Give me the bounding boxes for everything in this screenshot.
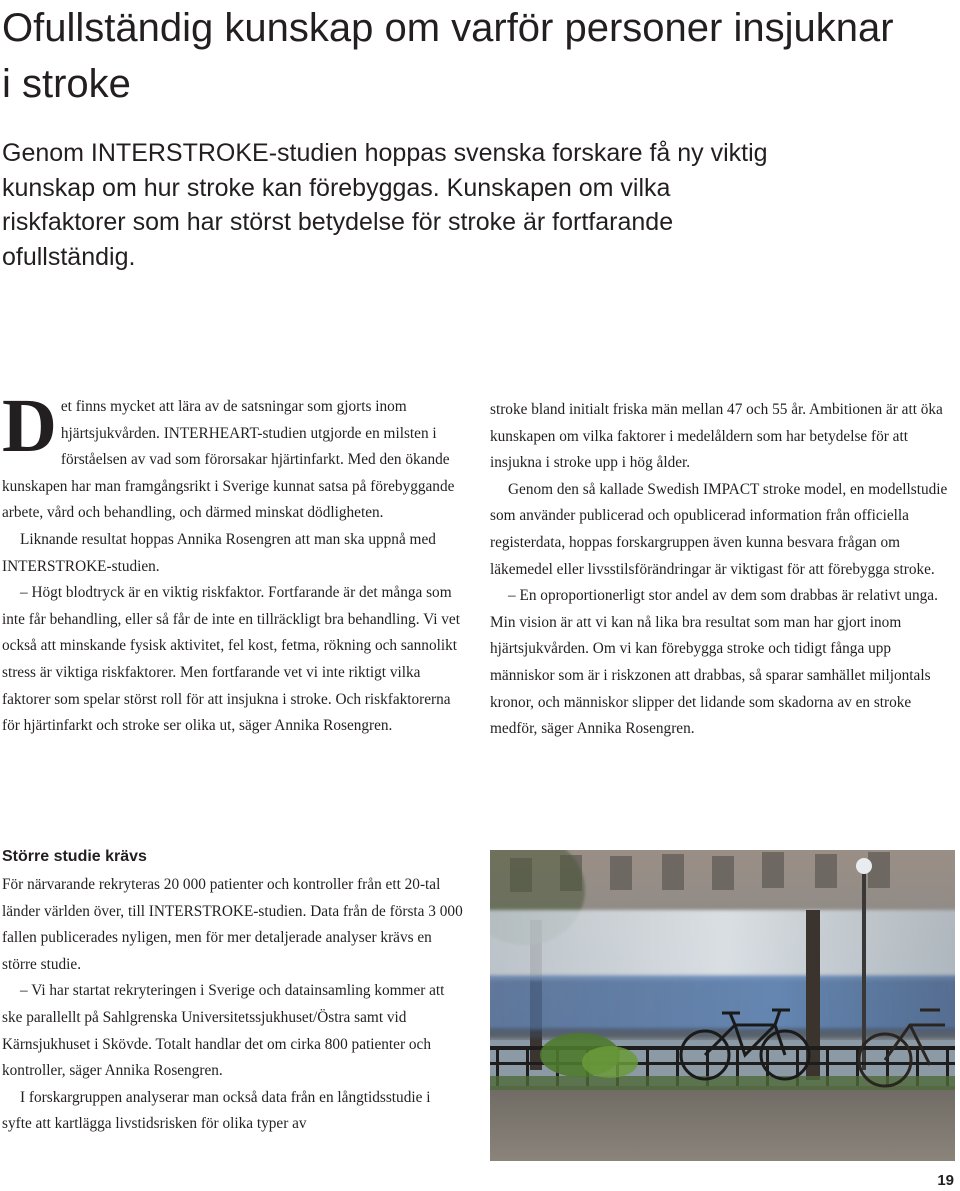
right-paragraph-2: Genom den så kallade Swedish IMPACT stroke model, en modellstudie som använder publicerad och opublicerad information från officiella registerdata, hoppas forskargruppen även kunna besvara frågan om läkemedel eller livsstilsförändringar är viktigast för att förebygga stroke. <box>490 480 948 578</box>
section-heading: Större studie krävs <box>2 848 147 865</box>
right-column <box>490 397 952 743</box>
left-paragraph-3: – Högt blodtryck är en viktig riskfaktor. Fortfarande är det många som inte får behandling, eller så får de inte en tillräckligt bra behandling. Vi vet också att minskande fysisk aktivitet, fel kost, fetma, rökning och sannolikt stress är viktiga riskfaktorer. Men fortfarande vet vi inte riktigt vilka faktorer som spelar störst roll för att insjukna i stroke. Och riskfaktorerna för hjärtinfarkt och stroke ser olika ut, säger Annika Rosengren. <box>2 584 460 735</box>
photo-tram-bicycles <box>490 850 955 1161</box>
photo-illustration <box>490 850 955 1161</box>
bottom-paragraph-2: – Vi har startat rekryteringen i Sverige och datainsamling kommer att ske parallellt på Sahlgrenska Universitetssjukhuset/Östra samt vid Kärnsjukhuset i Skövde. Totalt handlar det om cirka 800 patienter och kontroller, säger Annika Rosengren. <box>2 982 445 1080</box>
bottom-section <box>2 844 464 1138</box>
left-column <box>2 384 464 740</box>
left-paragraph-1 <box>2 384 464 527</box>
left-paragraph-2: Liknande resultat hoppas Annika Rosengren att man ska uppnå med INTERSTROKE-studien. <box>2 530 436 575</box>
bottom-paragraph-3: I forskargruppen analyserar man också data från en långtidsstudie i syfte att kartlägga livstidsrisken för olika typer av <box>2 1088 431 1133</box>
page-number: 19 <box>937 1172 954 1189</box>
bottom-paragraph-1: För närvarande rekryteras 20 000 patienter och kontroller från ett 20-tal länder världen över, till INTERSTROKE-studien. Data från de första 3 000 fallen publicerades nyligen, men för mer detaljerade analyser krävs en större studie. <box>2 876 463 973</box>
dropcap: D <box>2 384 57 468</box>
ingress: Genom INTERSTROKE-studien hoppas svenska forskare få ny viktig kunskap om hur stroke kan förebyggas. Kunskapen om vilka riskfaktorer som har störst betydelse för stroke är fortfarande ofullständig. <box>2 139 768 271</box>
right-paragraph-3: – En oproportionerligt stor andel av dem som drabbas är relativt unga. Min vision är att vi kan nå lika bra resultat som man har gjort inom hjärtsjukvården. Om vi kan förebygga stroke och tidigt fånga upp människor som är i riskzonen att drabbas, så sparar samhället miljontals kronor, och människor slipper det lidande som skadorna av en stroke medför, säger Annika Rosengren. <box>490 587 938 738</box>
right-paragraph-1: stroke bland initialt friska män mellan 47 och 55 år. Ambitionen är att öka kunskapen om vilka faktorer i medelåldern som har betydelse för att insjukna i stroke upp i hög ålder. <box>490 401 943 472</box>
left-paragraph-1-text: et finns mycket att lära av de satsningar som gjorts inom hjärtsjukvården. INTERHEART-studien utgjorde en milsten i förståelsen av vad som förorsakar hjärtinfarkt. Med den ökande kunskapen har man framgångsrikt i Sverige kunnat satsa på förebyggande arbete, vård och behandling, och därmed minskat dödligheten. <box>2 398 455 522</box>
page-title: Ofullständig kunskap om varför personer insjuknar i stroke <box>2 6 894 106</box>
